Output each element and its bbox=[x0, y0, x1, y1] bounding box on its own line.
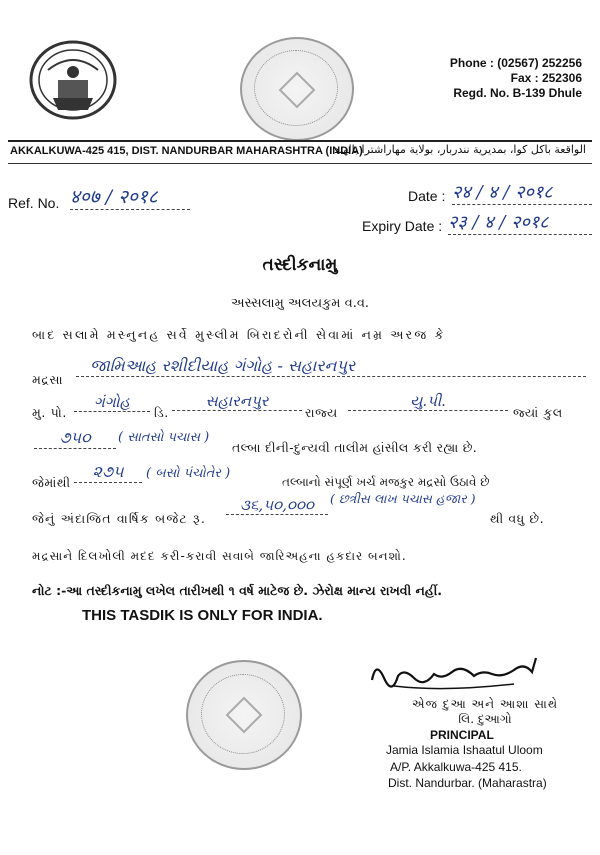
district-value: સહારનપુર bbox=[172, 392, 302, 411]
body-intro: બાદ સલામે મસ્નુનહ સર્વે મુસ્લીમ બિરાદરોની સેવામાં નમ્ર અરજ કે bbox=[32, 327, 446, 342]
budget-rest: થી વધુ છે. bbox=[490, 511, 545, 526]
header-rule-top bbox=[8, 140, 592, 142]
budget-label: જેનું અંદાજિત વાર્ષિક બજેટ રૂ. bbox=[32, 511, 207, 526]
greeting: અસ્સલામુ અલયકુમ વ.વ. bbox=[230, 296, 370, 311]
mp-value: ગંગોહ bbox=[74, 393, 150, 412]
total-students: ૭૫૦ bbox=[34, 428, 116, 449]
total-students-words: ( સાતસો પચાસ ) bbox=[118, 430, 210, 445]
institution-address-1: A/P. Akkalkuwa-425 415. bbox=[390, 760, 522, 774]
among-label: જેમાંથી bbox=[32, 475, 71, 490]
institution-name: Jamia Islamia Ishaatul Uloom bbox=[386, 743, 543, 757]
urdu-address-line: الواقعة باكل كوا، بمديرية نندربار، بولاية مهاراشترا بالهند bbox=[334, 143, 586, 156]
expiry-value: २३ / ४ / २०१८ bbox=[448, 210, 592, 235]
header-rule-bottom bbox=[8, 163, 592, 164]
closing-wishes: એજ દુઆ અને આશા સાથે bbox=[411, 697, 559, 711]
bottom-seal-stamp bbox=[186, 660, 302, 770]
address-line: AKKALKUWA-425 415, DIST. NANDURBAR MAHARASHTRA (INDIA) bbox=[10, 145, 363, 157]
total-label: જ્યાં કુલ bbox=[513, 405, 563, 420]
fax-number: Fax : 252306 bbox=[510, 71, 582, 85]
among-rest: તલ્બાનો સંપૂર્ણ ખર્ચ મજકુર મદ્રસો ઉઠાવે છે bbox=[282, 475, 490, 489]
validity-note: નોટ :-આ તસ્દીકનામુ લખેલ તારીખથી ૧ વર્ષ માટેજ છે. ઝેરોક્ષ માન્ય રાખવી નહીં. bbox=[32, 583, 443, 598]
budget-words: ( છત્રીસ લાખ પચાસ હજાર ) bbox=[330, 491, 476, 506]
madrasa-label: મદ્રસા bbox=[32, 372, 64, 387]
document-title: તસ્દીકનામુ bbox=[262, 255, 338, 275]
state-value: યુ.પી. bbox=[348, 392, 508, 411]
institution-address-2: Dist. Nandurbar. (Maharastra) bbox=[388, 776, 547, 790]
principal-signature bbox=[364, 650, 544, 700]
appeal-line: મદ્રસાને દિલખોલી મદદ કરી-કરાવી સવાબે જારિઅહના હકદાર બનશો. bbox=[32, 549, 407, 563]
ref-number: ४०७ / २०१८ bbox=[70, 183, 190, 210]
madrasa-name: જામિઆહ રશીદીયાહ ગંગોહ - સહારનપુર bbox=[76, 356, 586, 377]
date-label: Date : bbox=[408, 188, 446, 204]
ref-label: Ref. No. bbox=[8, 195, 60, 211]
total-students-rest: તલ્બા દીની-દુન્યવી તાલીમ હાંસીલ કરી રહ્યા છે. bbox=[232, 440, 478, 455]
among-count: ૨૭૫ bbox=[74, 462, 142, 483]
date-value: २४ / ४ / २०१८ bbox=[452, 180, 592, 205]
closing-from: લિ. દુઆગો bbox=[458, 712, 512, 726]
district-label: ડિ. bbox=[154, 405, 169, 420]
state-label: રાજ્ય bbox=[305, 405, 338, 420]
registration-number: Regd. No. B-139 Dhule bbox=[453, 86, 582, 100]
institution-logo bbox=[28, 40, 118, 122]
phone-number: Phone : (02567) 252256 bbox=[449, 56, 582, 70]
among-count-words: ( બસો પંચોતેર ) bbox=[146, 466, 231, 481]
principal-title: PRINCIPAL bbox=[430, 728, 494, 742]
top-seal-stamp bbox=[240, 37, 354, 141]
expiry-label: Expiry Date : bbox=[362, 218, 443, 234]
budget-amount: ૩૬,૫૦,૦૦૦ bbox=[226, 496, 328, 515]
india-only-note: THIS TASDIK IS ONLY FOR INDIA. bbox=[82, 607, 323, 624]
mp-label: મુ. પો. bbox=[32, 405, 67, 420]
